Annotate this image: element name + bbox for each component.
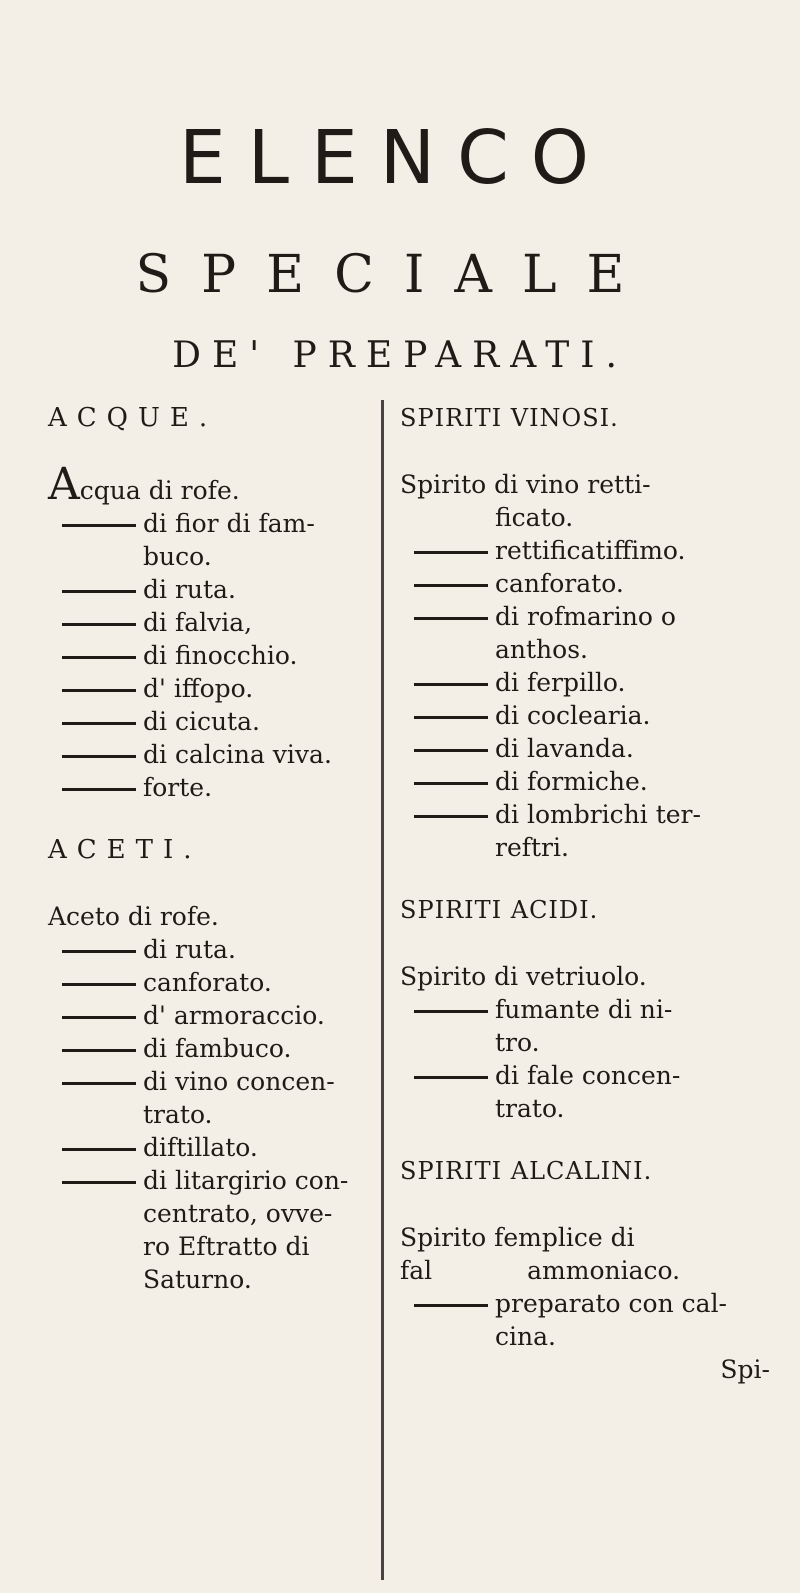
ditto-dash bbox=[62, 722, 136, 725]
acidi-items bbox=[400, 993, 800, 1125]
list-lead-acqua bbox=[48, 459, 378, 510]
list-item: preparato con cal- cina. bbox=[400, 1287, 800, 1353]
list-item: di vino concen- trato. bbox=[48, 1065, 378, 1131]
ditto-dash bbox=[62, 590, 136, 593]
section-heading-vinosi: SPIRITI VINOSI. bbox=[400, 404, 619, 432]
drop-initial: A bbox=[48, 459, 80, 510]
list-item: di rofmarino o anthos. bbox=[400, 600, 800, 666]
ditto-dash bbox=[62, 1181, 136, 1184]
list-lead-aceto: Aceto di rofe. bbox=[48, 902, 219, 931]
ditto-dash bbox=[414, 617, 488, 620]
list-item: di ferpillo. bbox=[400, 666, 800, 699]
list-item: rettificatiffimo. bbox=[400, 534, 800, 567]
list-item: di ruta. bbox=[48, 933, 378, 966]
ditto-dash bbox=[414, 1010, 488, 1013]
ditto-dash bbox=[62, 623, 136, 626]
list-item: di fior di fam- buco. bbox=[48, 507, 378, 573]
section-heading-aceti: ACETI. bbox=[48, 835, 202, 865]
list-item: d' iffopo. bbox=[48, 672, 378, 705]
title-preparati: DE' PREPARATI. bbox=[172, 335, 628, 376]
ditto-dash bbox=[414, 815, 488, 818]
list-item: di fambuco. bbox=[48, 1032, 378, 1065]
acque-items bbox=[48, 507, 378, 804]
list-item: di ruta. bbox=[48, 573, 378, 606]
catchword: Spi- bbox=[720, 1355, 770, 1384]
ditto-dash bbox=[62, 689, 136, 692]
ditto-dash bbox=[62, 788, 136, 791]
ditto-dash bbox=[414, 749, 488, 752]
ditto-dash bbox=[62, 983, 136, 986]
list-item: di cicuta. bbox=[48, 705, 378, 738]
ditto-dash bbox=[62, 656, 136, 659]
list-item: fumante di ni- tro. bbox=[400, 993, 800, 1059]
section-heading-acque: ACQUE. bbox=[48, 403, 218, 433]
title-elenco: ELENCO bbox=[178, 115, 611, 201]
list-lead-femplice: Spirito femplice di fal ammoniaco. bbox=[400, 1223, 681, 1285]
ditto-dash bbox=[414, 683, 488, 686]
list-item: di calcina viva. bbox=[48, 738, 378, 771]
list-item: di formiche. bbox=[400, 765, 800, 798]
list-item: di lavanda. bbox=[400, 732, 800, 765]
ditto-dash bbox=[414, 551, 488, 554]
ditto-dash bbox=[62, 1049, 136, 1052]
ditto-dash bbox=[414, 584, 488, 587]
aceti-items bbox=[48, 933, 378, 1296]
alcalini-items bbox=[400, 1287, 800, 1353]
list-item: canforato. bbox=[48, 966, 378, 999]
ditto-dash bbox=[62, 1016, 136, 1019]
lead-text: cqua di rofe. bbox=[79, 476, 240, 505]
section-heading-acidi: SPIRITI ACIDI. bbox=[400, 896, 599, 924]
column-divider bbox=[381, 400, 384, 1580]
list-item: diftillato. bbox=[48, 1131, 378, 1164]
list-item: di fale concen- trato. bbox=[400, 1059, 800, 1125]
list-item: di litargirio con- centrato, ovve- ro Eftratto di Saturno. bbox=[48, 1164, 378, 1296]
list-item: forte. bbox=[48, 771, 378, 804]
left-column bbox=[48, 400, 378, 1296]
ditto-dash bbox=[62, 524, 136, 527]
list-lead-spirito-vino: Spirito di vino retti-ficato. bbox=[400, 470, 651, 532]
list-item: d' armoraccio. bbox=[48, 999, 378, 1032]
list-lead-vetriuolo: Spirito di vetriuolo. bbox=[400, 962, 647, 991]
list-item: di finocchio. bbox=[48, 639, 378, 672]
list-item: di falvia, bbox=[48, 606, 378, 639]
ditto-dash bbox=[414, 716, 488, 719]
list-item: di lombrichi ter- reftri. bbox=[400, 798, 800, 864]
list-item: canforato. bbox=[400, 567, 800, 600]
ditto-dash bbox=[414, 782, 488, 785]
ditto-dash bbox=[62, 755, 136, 758]
ditto-dash bbox=[62, 1148, 136, 1151]
ditto-dash bbox=[62, 1082, 136, 1085]
ditto-dash bbox=[62, 950, 136, 953]
vinosi-items bbox=[400, 534, 800, 864]
ditto-dash bbox=[414, 1304, 488, 1307]
section-heading-alcalini: SPIRITI ALCALINI. bbox=[400, 1157, 653, 1185]
ditto-dash bbox=[414, 1076, 488, 1079]
title-speciale: SPECIALE bbox=[135, 245, 655, 305]
list-item: di coclearia. bbox=[400, 699, 800, 732]
right-column bbox=[400, 400, 800, 1386]
